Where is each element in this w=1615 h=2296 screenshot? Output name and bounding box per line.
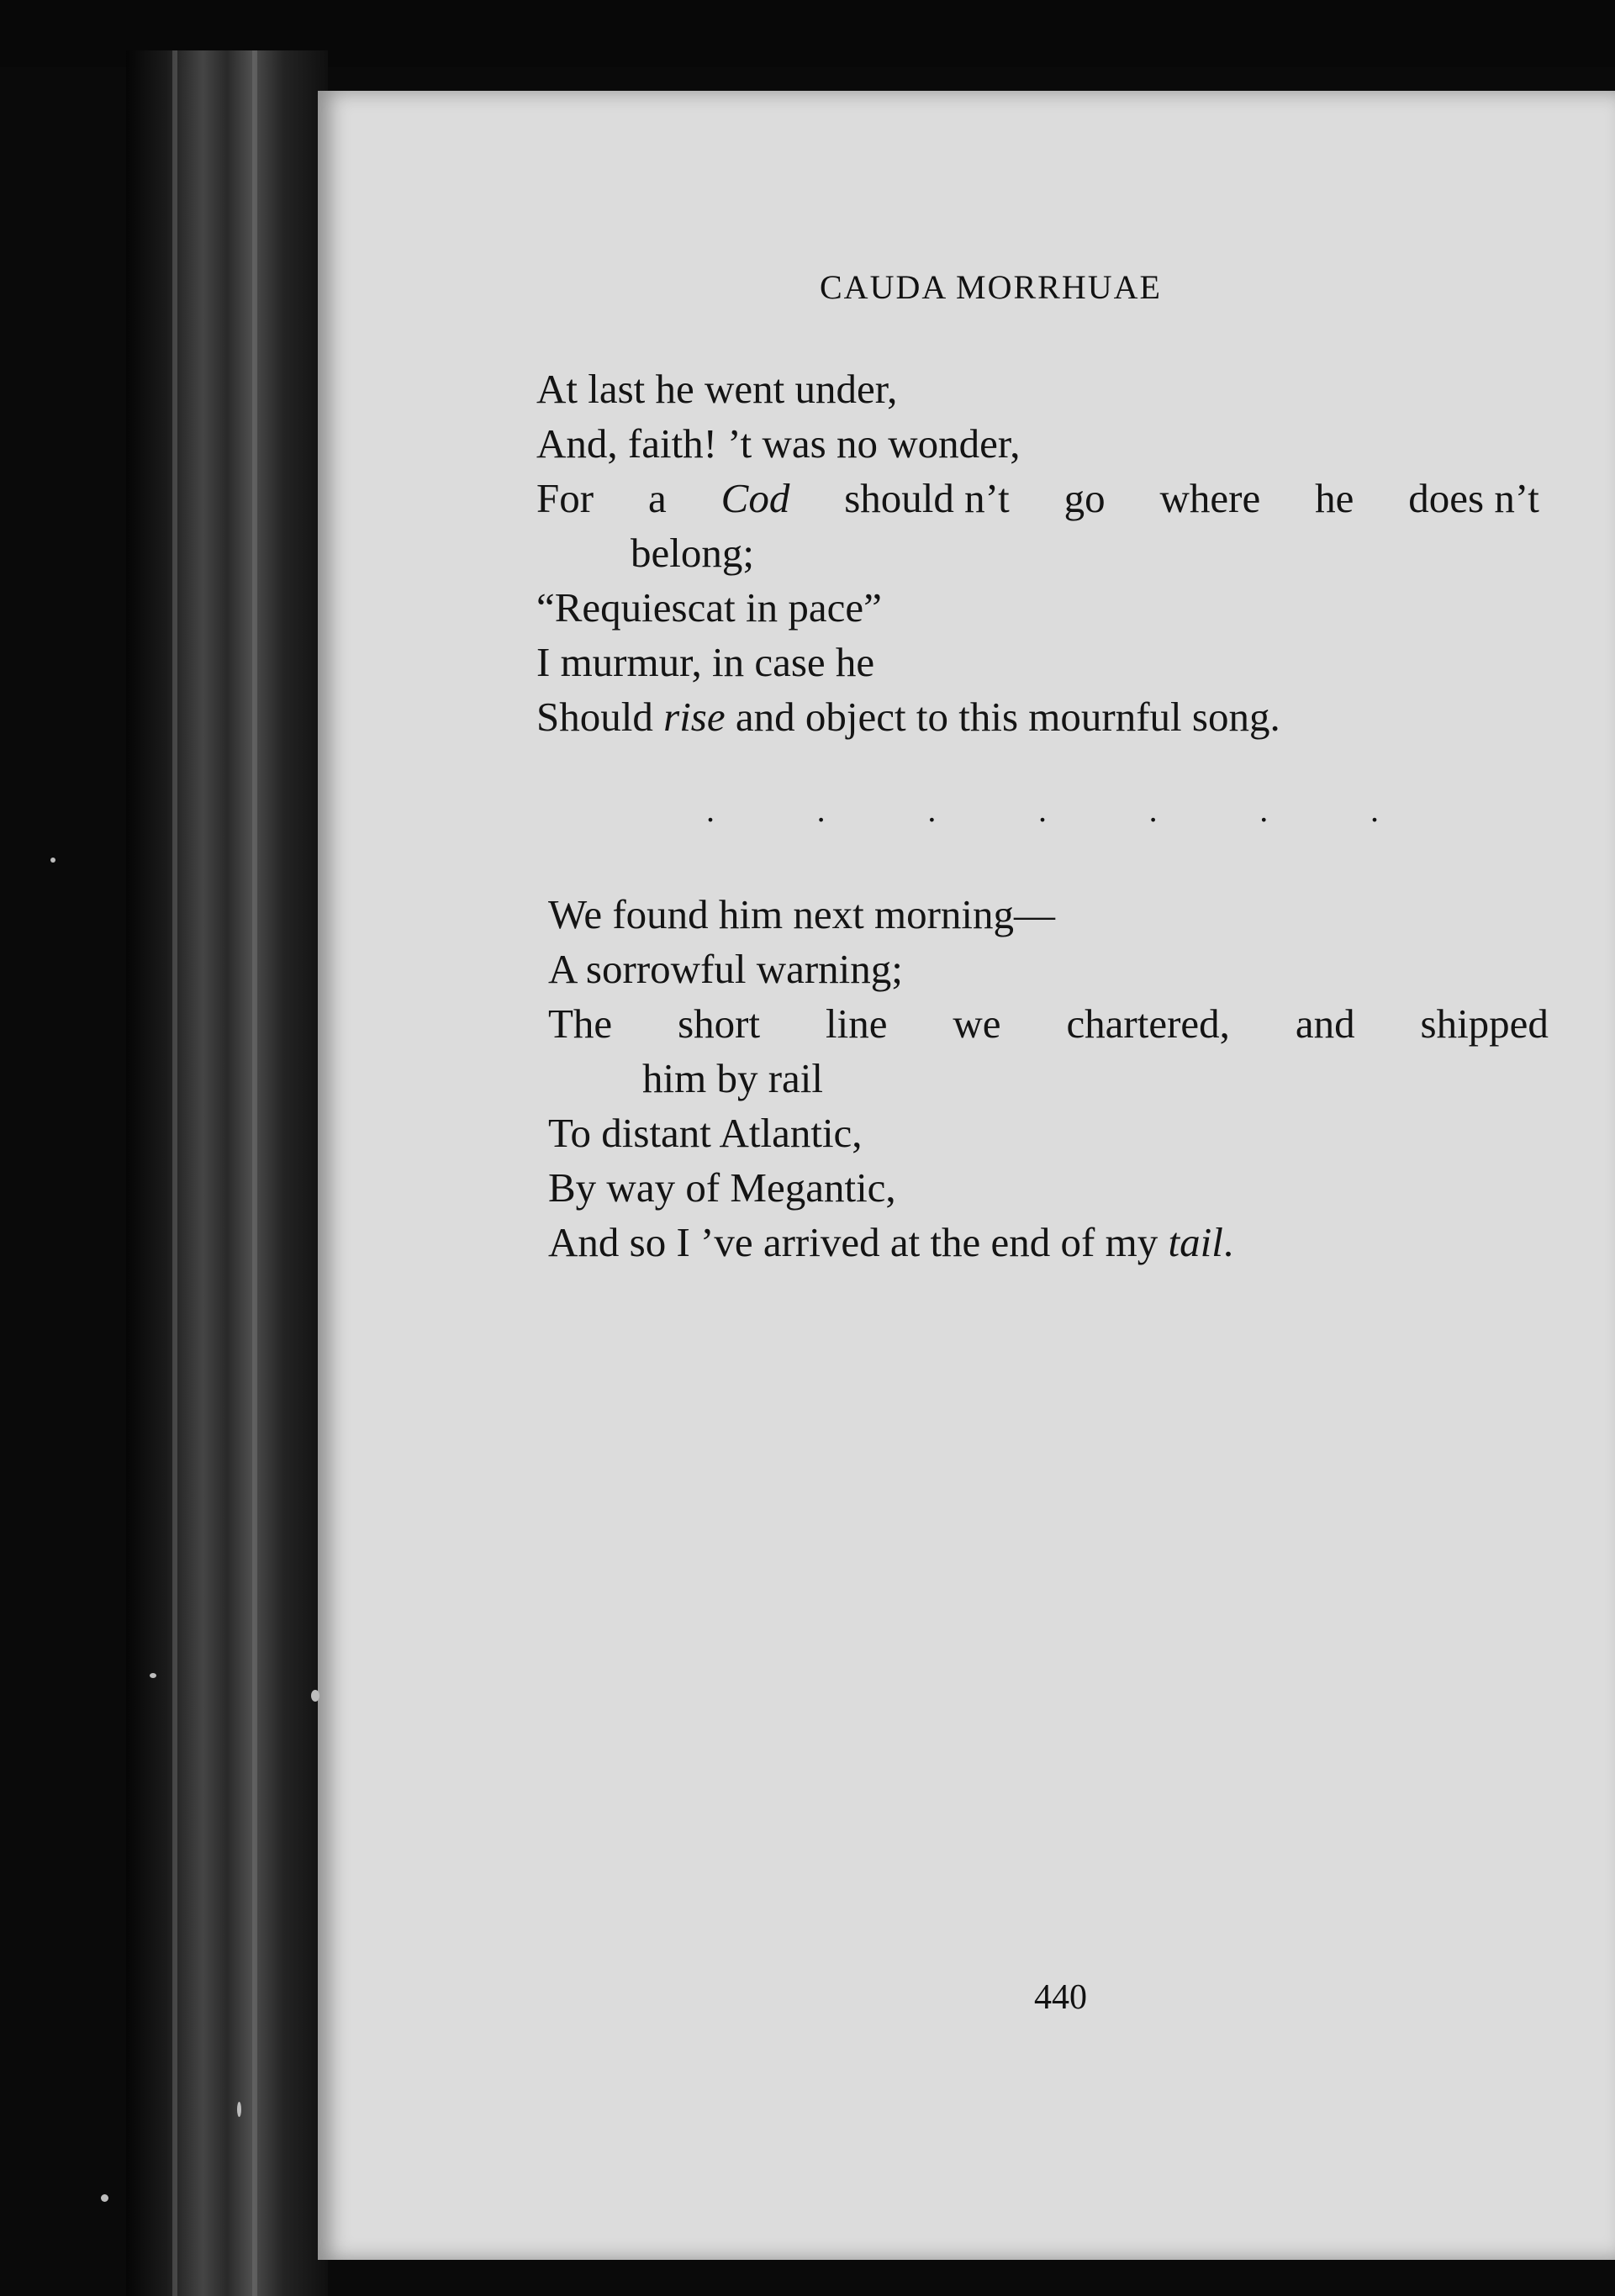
scan-speck (101, 2194, 108, 2202)
verse-word-italic: rise (663, 694, 726, 740)
verse-line: To distant Atlantic, (548, 1110, 863, 1156)
book-spine (126, 50, 328, 2296)
verse-line-continuation: belong; (631, 530, 754, 576)
verse-text: Should (536, 694, 664, 740)
verse-word: go (1063, 475, 1106, 521)
verse-line: We found him next morning— (548, 891, 1056, 937)
verse-line (548, 996, 1549, 1051)
verse-line: And, faith! ’t was no wonder, (536, 420, 1021, 467)
ornament-dot: . (1259, 791, 1269, 829)
verse-line: “Requiescat in pace” (536, 584, 882, 631)
scan-speck (237, 2102, 241, 2117)
verse-line (536, 689, 1539, 744)
spine-highlight (172, 50, 177, 2296)
ornament-dot: . (927, 791, 937, 829)
ornament-dot: . (1037, 791, 1047, 829)
verse-word: we (953, 1000, 1001, 1047)
verse-word-italic: Cod (720, 475, 790, 521)
stanza-2 (548, 887, 1549, 1269)
verse-text: and object to this mournful song. (725, 694, 1280, 740)
verse-text: . (1222, 1219, 1234, 1265)
ornament-dot: . (706, 791, 715, 829)
verse-word: and (1295, 1000, 1355, 1047)
scan-speck (311, 1690, 319, 1702)
scan-speck (150, 1673, 156, 1678)
verse-word: does n’t (1408, 475, 1539, 521)
verse-word: The (548, 1000, 613, 1047)
scan-speck (50, 858, 55, 863)
verse-word: he (1315, 475, 1354, 521)
stanza-1 (536, 362, 1539, 744)
verse-line: At last he went under, (536, 366, 898, 412)
verse-word: shipped (1420, 1000, 1549, 1047)
ornament-dot: . (816, 791, 826, 829)
verse-line: I murmur, in case he (536, 639, 875, 685)
ornament-dot: . (1370, 791, 1379, 829)
section-break-dots (706, 790, 1379, 830)
verse-word: where (1159, 475, 1261, 521)
spine-highlight (252, 50, 257, 2296)
running-head: CAUDA MORRHUAE (820, 268, 1162, 306)
verse-word: short (678, 1000, 761, 1047)
verse-line-continuation: him by rail (642, 1055, 824, 1101)
verse-word: For (536, 475, 594, 521)
verse-line: By way of Megantic, (548, 1164, 896, 1211)
verse-word: line (826, 1000, 888, 1047)
ornament-dot: . (1148, 791, 1158, 829)
page-number: 440 (1034, 1978, 1087, 2017)
verse-line (536, 471, 1539, 525)
verse-text: And so I ’ve arrived at the end of my (548, 1219, 1169, 1265)
verse-line (548, 1215, 1549, 1269)
verse-word: a (647, 475, 667, 521)
verse-word: should n’t (844, 475, 1010, 521)
verse-line: A sorrowful warning; (548, 946, 903, 992)
verse-word: chartered, (1066, 1000, 1230, 1047)
verse-word-italic: tail (1168, 1219, 1223, 1265)
